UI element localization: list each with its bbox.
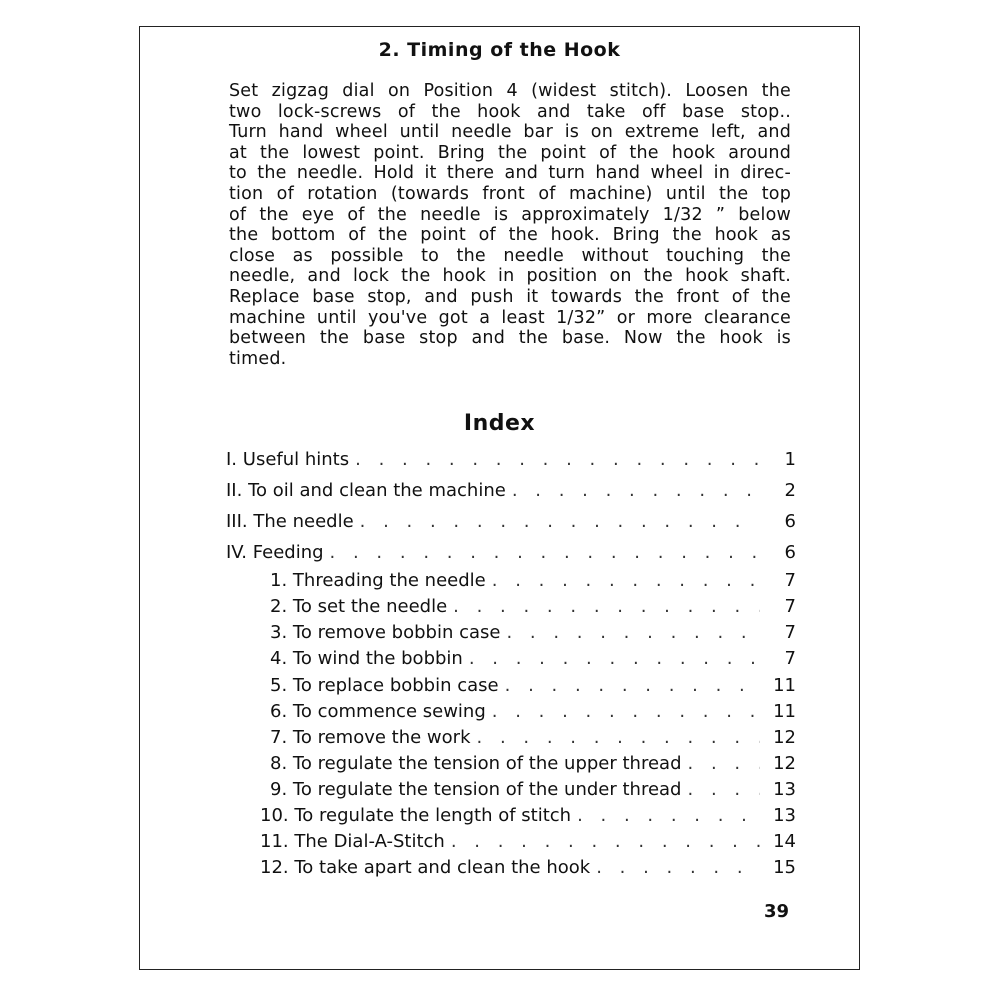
dot-leader: [477, 727, 761, 748]
index-entry-label: [226, 596, 453, 617]
index-entry-page: 7: [784, 570, 796, 591]
dot-leader: [688, 779, 761, 800]
index-entry-text: To remove the work: [292, 727, 471, 748]
index-entry-text: The Dial-A-Stitch: [294, 831, 445, 852]
page-number: 39: [763, 901, 789, 922]
paragraph-line: Turn hand wheel until needle bar is on extreme left, and: [229, 122, 791, 143]
dot-leader: [505, 675, 760, 696]
index-entry-number: 4.: [270, 648, 288, 669]
dot-leader: [688, 753, 760, 774]
paragraph-line: the bottom of the point of the hook. Bring the hook as: [229, 225, 791, 246]
index-entry-page: 7: [784, 622, 796, 643]
index-entry-label: [226, 449, 355, 470]
index-entry-label: [226, 648, 469, 669]
index-entry-text: To take apart and clean the hook: [294, 857, 591, 878]
index-entry: [226, 511, 796, 537]
dot-leader: [355, 449, 760, 470]
index-subentry: [226, 779, 796, 805]
index-entry-number: 7.: [270, 727, 288, 748]
index-entry-number: 3.: [270, 622, 288, 643]
index-entry-text: Useful hints: [242, 449, 350, 470]
dot-leader: [596, 857, 760, 878]
index-entry-number: 8.: [270, 753, 288, 774]
index-subentry: [226, 622, 796, 648]
index-entry-page: 1: [784, 449, 796, 470]
index-entry-number: 11.: [260, 831, 289, 852]
index-subentry: [226, 648, 796, 674]
index-entry-number: 10.: [260, 805, 289, 826]
manual-page: [139, 26, 860, 970]
index-entry-page: 2: [784, 480, 796, 501]
index-entry-label: [226, 570, 492, 591]
index-subentry: [226, 753, 796, 779]
index-entry-label: [226, 622, 506, 643]
index-entry-page: 13: [773, 779, 796, 800]
paragraph-line: Replace base stop, and push it towards the front of the: [229, 286, 791, 307]
paragraph-line: close as possible to the needle without touching the: [229, 245, 791, 266]
index-entry-number: III.: [226, 511, 248, 532]
dot-leader: [577, 805, 760, 826]
index-entry-number: 2.: [270, 596, 288, 617]
index-entry-text: To set the needle: [292, 596, 448, 617]
index-entry-label: [226, 779, 688, 800]
paragraph-line: Set zigzag dial on Position 4 (widest stitch). Loosen the: [229, 81, 791, 101]
index-entry-page: 11: [773, 675, 796, 696]
index-entry-page: 7: [784, 596, 796, 617]
index-entry-number: I.: [226, 449, 238, 470]
index-entry-text: To remove bobbin case: [292, 622, 501, 643]
paragraph-line: tion of rotation (towards front of machine) until the top: [229, 183, 791, 204]
index-entry-number: II.: [226, 480, 243, 501]
index-title: Index: [463, 411, 536, 436]
index-subentry: [226, 596, 796, 622]
index-entry-text: To regulate the tension of the under thread: [292, 779, 682, 800]
dot-leader: [360, 511, 760, 532]
paragraph-line: two lock-screws of the hook and take off base stop..: [229, 101, 791, 122]
index-entry-number: 1.: [270, 570, 288, 591]
paragraph-line: timed.: [229, 348, 287, 369]
index-subentry: [226, 857, 796, 883]
index-entry-text: To commence sewing: [292, 701, 486, 722]
index-entry-number: 5.: [270, 675, 288, 696]
index-entry-label: [226, 511, 360, 532]
paragraph-line: between the base stop and the base. Now the hook is: [229, 328, 791, 349]
index-entry-label: [226, 675, 505, 696]
index-entry-label: [226, 542, 330, 563]
index-entry-page: 7: [784, 648, 796, 669]
dot-leader: [453, 596, 760, 617]
index-entry-page: 6: [784, 511, 796, 532]
index-entry: [226, 542, 796, 568]
index-entry-text: To regulate the length of stitch: [294, 805, 572, 826]
index-entry-text: To regulate the tension of the upper thread: [292, 753, 682, 774]
dot-leader: [451, 831, 760, 852]
index-entry: [226, 480, 796, 506]
dot-leader: [512, 480, 760, 501]
index-entry-page: 12: [773, 753, 796, 774]
index-entry-label: [226, 857, 596, 878]
index-subentry: [226, 805, 796, 831]
index-entry-label: [226, 701, 492, 722]
index-entry-label: [226, 831, 451, 852]
index-entry-label: [226, 727, 477, 748]
section-title: 2. Timing of the Hook: [378, 39, 621, 61]
index-subentry: [226, 831, 796, 857]
index-entry-page: 11: [773, 701, 796, 722]
index-subentry: [226, 675, 796, 701]
index-entry-page: 6: [784, 542, 796, 563]
index-entry-label: [226, 805, 577, 826]
dot-leader: [469, 648, 760, 669]
index-entry-label: [226, 753, 688, 774]
paragraph-line: at the lowest point. Bring the point of the hook around: [229, 142, 791, 163]
index-subentry: [226, 727, 796, 753]
index-subentry: [226, 701, 796, 727]
index-entry-page: 13: [773, 805, 796, 826]
index-entry-number: 9.: [270, 779, 288, 800]
index-entry: [226, 449, 796, 475]
index-entry-number: 12.: [260, 857, 289, 878]
index-subentry: [226, 570, 796, 596]
dot-leader: [492, 570, 760, 591]
index-entry-page: 15: [773, 857, 796, 878]
instructions-paragraph: [229, 81, 791, 369]
index-entry-text: The needle: [253, 511, 354, 532]
index-entry-page: 14: [773, 831, 796, 852]
index-entry-text: To replace bobbin case: [292, 675, 499, 696]
index-entry-number: 6.: [270, 701, 288, 722]
index-entry-text: To oil and clean the machine: [248, 480, 506, 501]
dot-leader: [506, 622, 760, 643]
paragraph-line: machine until you've got a least 1/32” or more clearance: [229, 307, 791, 328]
index-entry-page: 12: [773, 727, 796, 748]
index-entry-number: IV.: [226, 542, 248, 563]
index-entry-text: Feeding: [252, 542, 324, 563]
index-entry-label: [226, 480, 512, 501]
index-entry-text: Threading the needle: [292, 570, 486, 591]
index-entry-text: To wind the bobbin: [292, 648, 463, 669]
paragraph-line: needle, and lock the hook in position on the hook shaft.: [229, 266, 791, 287]
dot-leader: [330, 542, 760, 563]
paragraph-line: of the eye of the needle is approximately 1/32 ” below: [229, 204, 791, 225]
paragraph-line: to the needle. Hold it there and turn hand wheel in direc-: [229, 163, 791, 184]
dot-leader: [492, 701, 760, 722]
